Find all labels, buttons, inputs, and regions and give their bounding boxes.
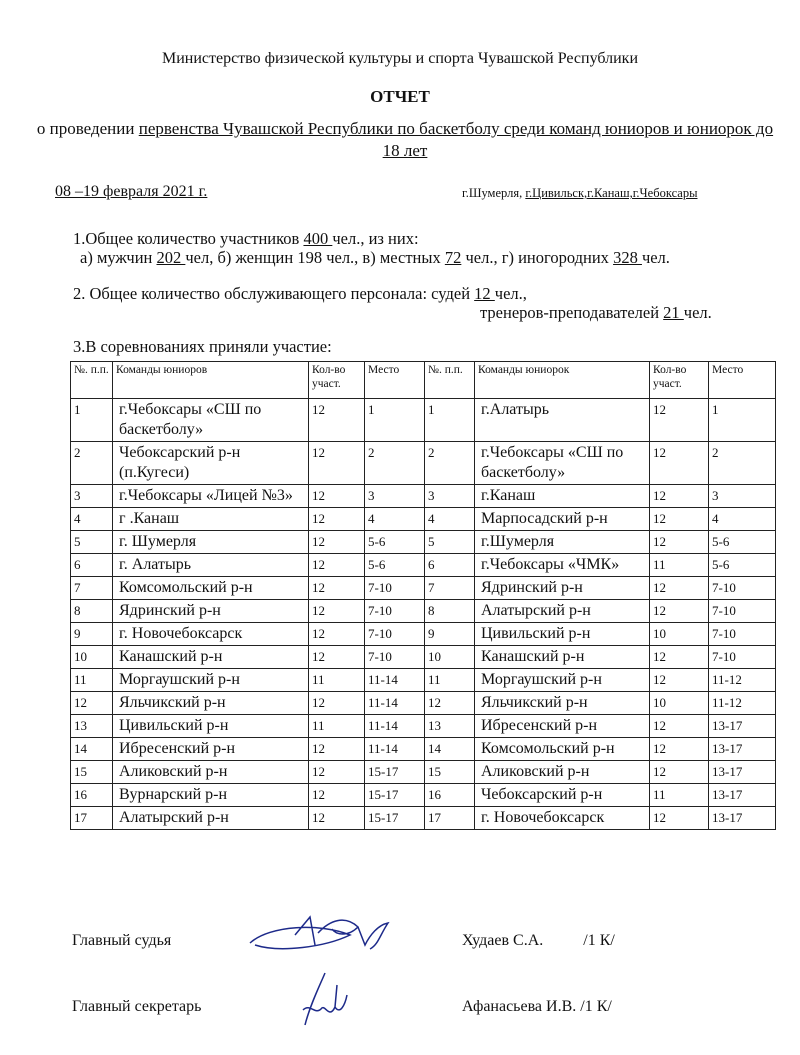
table-row	[71, 554, 776, 577]
report-subtitle	[30, 118, 780, 162]
table-cell: 2	[425, 442, 475, 485]
table-row	[71, 442, 776, 485]
table-row	[71, 623, 776, 646]
text: а) мужчин	[80, 248, 157, 267]
table-cell: 12	[309, 399, 365, 442]
table-cell: 11	[650, 784, 709, 807]
table-cell: 15-17	[365, 761, 425, 784]
team-cell: Ядринский р-н	[475, 577, 650, 600]
table-cell: 4	[365, 508, 425, 531]
table-cell: 11	[425, 669, 475, 692]
table-cell: 13-17	[709, 761, 776, 784]
text: тренеров-преподавателей	[480, 303, 664, 322]
header-cell: Место	[365, 362, 425, 399]
table-cell: 12	[309, 577, 365, 600]
header-cell: Место	[709, 362, 776, 399]
header-cell: Команды юниорок	[475, 362, 650, 399]
text: 2. Общее количество обслуживающего персонала: судей	[73, 284, 475, 303]
table-cell: 6	[425, 554, 475, 577]
table-cell: 12	[309, 623, 365, 646]
table-cell: 12	[309, 531, 365, 554]
chief-secretary-name: Афанасьева И.В. /1 К/	[462, 998, 612, 1015]
header-cell: Кол-во участ.	[309, 362, 365, 399]
table-cell: 10	[425, 646, 475, 669]
team-cell: г.Чебоксары «Лицей №3»	[113, 485, 309, 508]
team-cell: г. Новочебоксарск	[475, 807, 650, 830]
table-cell: 1	[709, 399, 776, 442]
table-cell: 15-17	[365, 807, 425, 830]
team-cell: Моргаушский р-н	[475, 669, 650, 692]
table-cell: 13	[425, 715, 475, 738]
ministry-header: Министерство физической культуры и спорта Чувашской Республики	[161, 50, 639, 67]
table-cell: 14	[71, 738, 113, 761]
table-cell: 7	[425, 577, 475, 600]
event-places	[462, 186, 698, 201]
table-cell: 11-14	[365, 738, 425, 761]
team-cell: г.Шумерля	[475, 531, 650, 554]
header-cell: №. п.п.	[71, 362, 113, 399]
table-cell: 7-10	[365, 646, 425, 669]
text: чел.,	[494, 284, 527, 303]
table-cell: 12	[650, 485, 709, 508]
table-cell: 13-17	[709, 807, 776, 830]
table-cell: 2	[709, 442, 776, 485]
team-cell: Аликовский р-н	[475, 761, 650, 784]
table-cell: 5	[71, 531, 113, 554]
table-cell: 5-6	[709, 531, 776, 554]
team-cell: Чебоксарский р-н (п.Кугеси)	[113, 442, 309, 485]
table-cell: 13-17	[709, 738, 776, 761]
table-cell: 12	[309, 442, 365, 485]
table-cell: 2	[71, 442, 113, 485]
table-cell: 7-10	[709, 623, 776, 646]
table-cell: 15-17	[365, 784, 425, 807]
table-cell: 3	[425, 485, 475, 508]
report-title: ОТЧЕТ	[370, 87, 430, 106]
team-cell: г. Алатырь	[113, 554, 309, 577]
table-cell: 14	[425, 738, 475, 761]
event-date: 08 –19 февраля 2021 г.	[55, 183, 208, 200]
team-cell: г.Чебоксары «ЧМК»	[475, 554, 650, 577]
table-cell: 12	[309, 761, 365, 784]
team-cell: Вурнарский р-н	[113, 784, 309, 807]
men-count: 202	[156, 248, 186, 267]
table-cell: 11	[309, 669, 365, 692]
table-row	[71, 531, 776, 554]
table-row	[71, 715, 776, 738]
table-row	[71, 600, 776, 623]
table-cell: 7-10	[709, 577, 776, 600]
team-cell: Канашский р-н	[113, 646, 309, 669]
table-cell: 12	[71, 692, 113, 715]
text: 1.Общее количество участников	[73, 229, 304, 248]
table-cell: 12	[309, 692, 365, 715]
header-cell: Кол-во участ.	[650, 362, 709, 399]
table-row	[71, 577, 776, 600]
staff-line	[73, 284, 527, 304]
coaches-line	[480, 303, 712, 323]
table-cell: 17	[71, 807, 113, 830]
place-rest: г.Цивильск,г.Канаш,г.Чебоксары	[525, 186, 698, 200]
header-cell: №. п.п.	[425, 362, 475, 399]
text: чел.	[641, 248, 670, 267]
team-cell: Ядринский р-н	[113, 600, 309, 623]
table-row	[71, 738, 776, 761]
table-cell: 7-10	[365, 577, 425, 600]
table-cell: 10	[650, 623, 709, 646]
table-cell: 12	[650, 807, 709, 830]
table-cell: 17	[425, 807, 475, 830]
table-cell: 7-10	[365, 623, 425, 646]
text: чел., г) иногородних	[461, 248, 614, 267]
table-cell: 11-14	[365, 669, 425, 692]
subtitle-prefix: о проведении	[36, 119, 139, 138]
table-cell: 2	[365, 442, 425, 485]
participants-total-line	[73, 229, 419, 249]
team-cell: Алатырский р-н	[475, 600, 650, 623]
team-cell: Моргаушский р-н	[113, 669, 309, 692]
participants-heading: 3.В соревнованиях приняли участие:	[73, 337, 332, 356]
table-cell: 11	[650, 554, 709, 577]
table-cell: 3	[709, 485, 776, 508]
table-cell: 11	[71, 669, 113, 692]
table-cell: 3	[71, 485, 113, 508]
team-cell: Цивильский р-н	[475, 623, 650, 646]
table-cell: 9	[71, 623, 113, 646]
table-cell: 11	[309, 715, 365, 738]
team-cell: Ибресенский р-н	[475, 715, 650, 738]
team-cell: г. Новочебоксарск	[113, 623, 309, 646]
header-cell: Команды юниоров	[113, 362, 309, 399]
table-cell: 7	[71, 577, 113, 600]
table-cell: 12	[650, 531, 709, 554]
table-cell: 15	[71, 761, 113, 784]
table-cell: 11-12	[709, 669, 776, 692]
table-cell: 7-10	[709, 646, 776, 669]
table-cell: 13	[71, 715, 113, 738]
table-cell: 12	[650, 715, 709, 738]
table-cell: 3	[365, 485, 425, 508]
chief-secretary-label: Главный секретарь	[72, 998, 202, 1015]
text: чел, б) женщин 198 чел., в) местных	[185, 248, 445, 267]
team-cell: Аликовский р-н	[113, 761, 309, 784]
table-cell: 10	[71, 646, 113, 669]
table-row	[71, 399, 776, 442]
table-row	[71, 669, 776, 692]
table-cell: 12	[309, 784, 365, 807]
team-cell: Цивильский р-н	[113, 715, 309, 738]
team-cell: г.Алатырь	[475, 399, 650, 442]
table-cell: 12	[650, 600, 709, 623]
table-row	[71, 485, 776, 508]
table-cell: 5	[425, 531, 475, 554]
table-row	[71, 646, 776, 669]
participants-breakdown-line	[80, 248, 670, 268]
team-cell: г.Канаш	[475, 485, 650, 508]
table-row	[71, 784, 776, 807]
table-row	[71, 692, 776, 715]
chief-judge-name: Худаев С.А. /1 К/	[462, 932, 615, 949]
nonlocal-count: 328	[613, 248, 642, 267]
table-cell: 4	[71, 508, 113, 531]
team-cell: Ибресенский р-н	[113, 738, 309, 761]
table-cell: 1	[425, 399, 475, 442]
subtitle-event: первенства Чувашской Республики по баскетболу среди команд юниоров и юниорок до 18 лет	[138, 119, 774, 160]
table-cell: 16	[71, 784, 113, 807]
table-cell: 12	[309, 485, 365, 508]
table-cell: 12	[309, 554, 365, 577]
table-cell: 12	[650, 577, 709, 600]
table-cell: 13-17	[709, 715, 776, 738]
table-cell: 7-10	[709, 600, 776, 623]
table-cell: 7-10	[365, 600, 425, 623]
team-cell: Алатырский р-н	[113, 807, 309, 830]
table-cell: 12	[650, 508, 709, 531]
table-body	[71, 399, 776, 830]
team-cell: г. Шумерля	[113, 531, 309, 554]
team-cell: Комсомольский р-н	[113, 577, 309, 600]
local-count: 72	[444, 248, 462, 267]
total-participants: 400	[303, 229, 333, 248]
table-cell: 5-6	[709, 554, 776, 577]
secretary-signature	[285, 965, 365, 1035]
table-cell: 4	[425, 508, 475, 531]
table-cell: 5-6	[365, 531, 425, 554]
table-cell: 6	[71, 554, 113, 577]
judge-signature	[240, 905, 400, 960]
table-cell: 1	[365, 399, 425, 442]
coaches-count: 21	[663, 303, 684, 322]
team-cell: Марпосадский р-н	[475, 508, 650, 531]
team-cell: Канашский р-н	[475, 646, 650, 669]
table-cell: 12	[650, 646, 709, 669]
table-cell: 9	[425, 623, 475, 646]
table-cell: 12	[650, 669, 709, 692]
table-cell: 12	[309, 508, 365, 531]
chief-judge-label: Главный судья	[72, 932, 172, 949]
text: чел.	[683, 303, 712, 322]
table-row	[71, 807, 776, 830]
table-cell: 12	[309, 646, 365, 669]
results-table	[70, 361, 776, 830]
table-cell: 16	[425, 784, 475, 807]
table-cell: 12	[650, 761, 709, 784]
table-cell: 12	[650, 738, 709, 761]
table-row	[71, 508, 776, 531]
team-cell: Комсомольский р-н	[475, 738, 650, 761]
team-cell: г.Чебоксары «СШ по баскетболу»	[475, 442, 650, 485]
team-cell: Яльчикский р-н	[113, 692, 309, 715]
table-cell: 11-14	[365, 692, 425, 715]
table-header-row	[71, 362, 776, 399]
table-cell: 12	[650, 442, 709, 485]
table-cell: 12	[309, 600, 365, 623]
table-cell: 13-17	[709, 784, 776, 807]
team-cell: г.Чебоксары «СШ по баскетболу»	[113, 399, 309, 442]
table-cell: 12	[309, 807, 365, 830]
table-row	[71, 761, 776, 784]
table-cell: 5-6	[365, 554, 425, 577]
table-cell: 11-12	[709, 692, 776, 715]
judges-count: 12	[474, 284, 495, 303]
table-cell: 12	[650, 399, 709, 442]
table-cell: 11-14	[365, 715, 425, 738]
table-cell: 4	[709, 508, 776, 531]
table-cell: 8	[425, 600, 475, 623]
team-cell: г .Канаш	[113, 508, 309, 531]
place-first: г.Шумерля,	[462, 186, 526, 200]
table-cell: 12	[309, 738, 365, 761]
table-cell: 8	[71, 600, 113, 623]
team-cell: Яльчикский р-н	[475, 692, 650, 715]
table-cell: 15	[425, 761, 475, 784]
table-cell: 12	[425, 692, 475, 715]
table-cell: 1	[71, 399, 113, 442]
team-cell: Чебоксарский р-н	[475, 784, 650, 807]
table-cell: 10	[650, 692, 709, 715]
text: чел., из них:	[332, 229, 419, 248]
